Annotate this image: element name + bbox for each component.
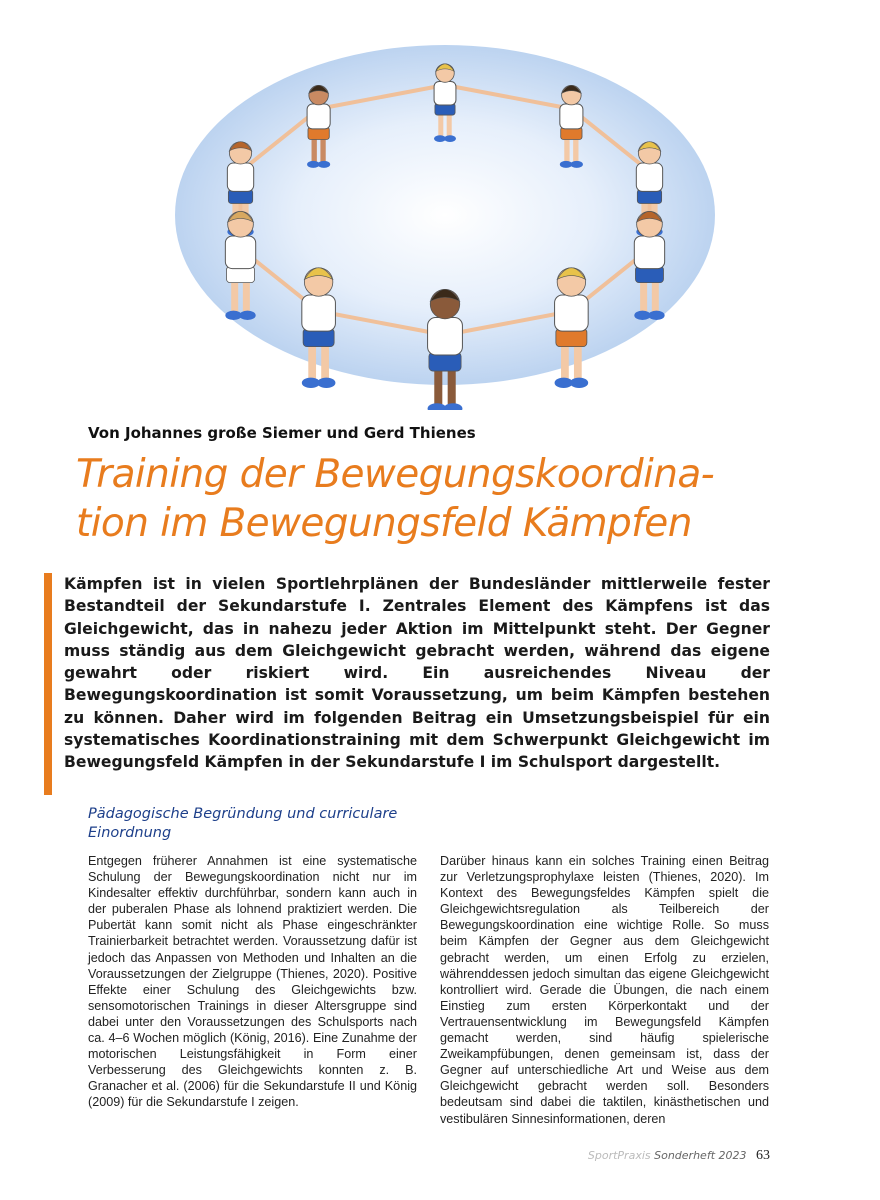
child-leg: [573, 136, 578, 163]
child-shoe: [570, 378, 588, 388]
child-leg: [561, 341, 569, 380]
child-shoe: [317, 378, 335, 388]
child-shirt: [634, 236, 664, 269]
child-leg: [438, 112, 443, 137]
author-byline: Von Johannes große Siemer und Gerd Thienes: [88, 424, 476, 442]
footer-journal: SportPraxis: [587, 1149, 651, 1162]
lead-accent-bar: [44, 573, 52, 795]
section-heading: Pädagogische Begründung und curriculare Einordnung: [88, 806, 398, 841]
page-number: 63: [756, 1148, 770, 1163]
child-shirt: [227, 163, 253, 191]
child-leg: [574, 341, 582, 380]
child-shoe: [434, 135, 446, 142]
child-leg: [447, 112, 452, 137]
child-leg: [564, 136, 569, 163]
child-shoe: [302, 378, 320, 388]
child-leg: [321, 341, 329, 380]
child-shirt: [428, 317, 463, 355]
child-shoe: [560, 161, 572, 168]
child-shoe: [570, 161, 582, 168]
child-leg: [640, 278, 647, 313]
child-shirt: [225, 236, 255, 269]
article-title-text: Training der Bewegungskoordina- tion im Bewegungsfeld Kämpfen: [76, 452, 715, 546]
child-shoe: [444, 135, 456, 142]
child-shirt: [555, 295, 589, 331]
child-shoe: [318, 161, 330, 168]
body-column-left: Entgegen früherer Annahmen ist eine systematische Schulung der Bewegungskoordination nicht nur im Kindesalter effektiv durchführbar, sondern kann auch in der puberalen Phase als lohnend praktiziert werden. Die Pubertät kann somit nicht als Phase eingeschränkter Trainierbarkeit betrachtet werden. Voraussetzung dafür ist jedoch das Anpassen von Methoden und Inhalten an die Voraussetzungen der Zielgruppe (Thienes, 2020). Positive Effekte einer Schulung des Gleichgewichts bzw. sensomotorischen Trainings in dieser Altersgruppe sind dabei unter den Voraussetzungen des Schulsports nach ca. 4–6 Wochen möglich (König, 2016). Eine Zunahme der motorischen Leistungsfähigkeit in Form einer Verbesserung des Gleichgewichts konnten z. B. Granacher et al. (2006) für die Sekundarstufe II und König (2009) für die Sekundarstufe I zeigen.: [88, 854, 417, 1110]
child-shoe: [444, 403, 463, 410]
child-shirt: [434, 81, 456, 105]
child-leg: [308, 341, 316, 380]
children-circle-illustration: [160, 15, 720, 410]
child-leg: [652, 278, 659, 313]
page-footer: [560, 1148, 770, 1164]
child-leg: [434, 366, 442, 406]
child-leg: [243, 278, 250, 313]
child-shoe: [555, 378, 573, 388]
child-leg: [448, 366, 456, 406]
child-shirt: [560, 104, 583, 129]
child-shoe: [634, 311, 650, 320]
body-column-right: Darüber hinaus kann ein solches Training einen Beitrag zur Verletzungsprophylaxe leisten (Thienes, 2020). Im Kontext des Bewegungsfeldes Kämpfen spielt die Gleichgewichtsregulation als Teilbereich der Bewegungskoordination eine wichtige Rolle. So muss beim Kämpfen der Gegner aus dem Gleichgewicht gebracht werden, um einen Erfolg zu erzielen, währenddessen jedoch simultan das eigene Gleichgewicht kontrolliert wird. Gerade die Übungen, die nach einem Einstieg zum ersten Körperkontakt und der Vertrauensentwicklung im Bewegungsfeld Kämpfen gemacht werden, sind häufig spielerische Zweikampfübungen, denen gemeinsam ist, dass der Gegner auf unterschiedliche Art und Weise aus dem Gleichgewicht gebracht werden soll. Besonders bedeutsam sind dabei die taktilen, kinästhetischen und vestibulären Sinnesinformationen, deren: [440, 854, 769, 1126]
child-leg: [312, 136, 317, 163]
child-shoe: [428, 403, 447, 410]
child-leg: [231, 278, 238, 313]
child-shoe: [225, 311, 241, 320]
child-shoe: [648, 311, 664, 320]
child-shoe: [307, 161, 319, 168]
child-shirt: [307, 104, 330, 129]
child-leg: [320, 136, 325, 163]
footer-issue: Sonderheft 2023: [654, 1149, 747, 1162]
child-shoe: [239, 311, 255, 320]
lead-paragraph: Kämpfen ist in vielen Sportlehrplänen der Bundesländer mittlerweile fester Bestandteil der Sekundarstufe I. Zentrales Element des Kämpfens ist das Gleichgewicht, das in nahezu jeder Aktion im Mittelpunkt steht. Der Gegner muss ständig aus dem Gleichgewicht gebracht werden, während das eigene gewahrt oder riskiert wird. Ein ausreichendes Niveau der Bewegungskoordination ist somit Voraussetzung, um beim Kämpfen bestehen zu können. Daher wird im folgenden Beitrag ein Umsetzungsbeispiel für ein systematisches Koordinationstraining mit dem Schwerpunkt Gleichgewicht im Bewegungsfeld Kämpfen in der Sekundarstufe I im Schulsport dargestellt.: [64, 575, 770, 772]
child-shirt: [636, 163, 662, 191]
child-shirt: [302, 295, 336, 331]
article-title: [76, 450, 796, 548]
